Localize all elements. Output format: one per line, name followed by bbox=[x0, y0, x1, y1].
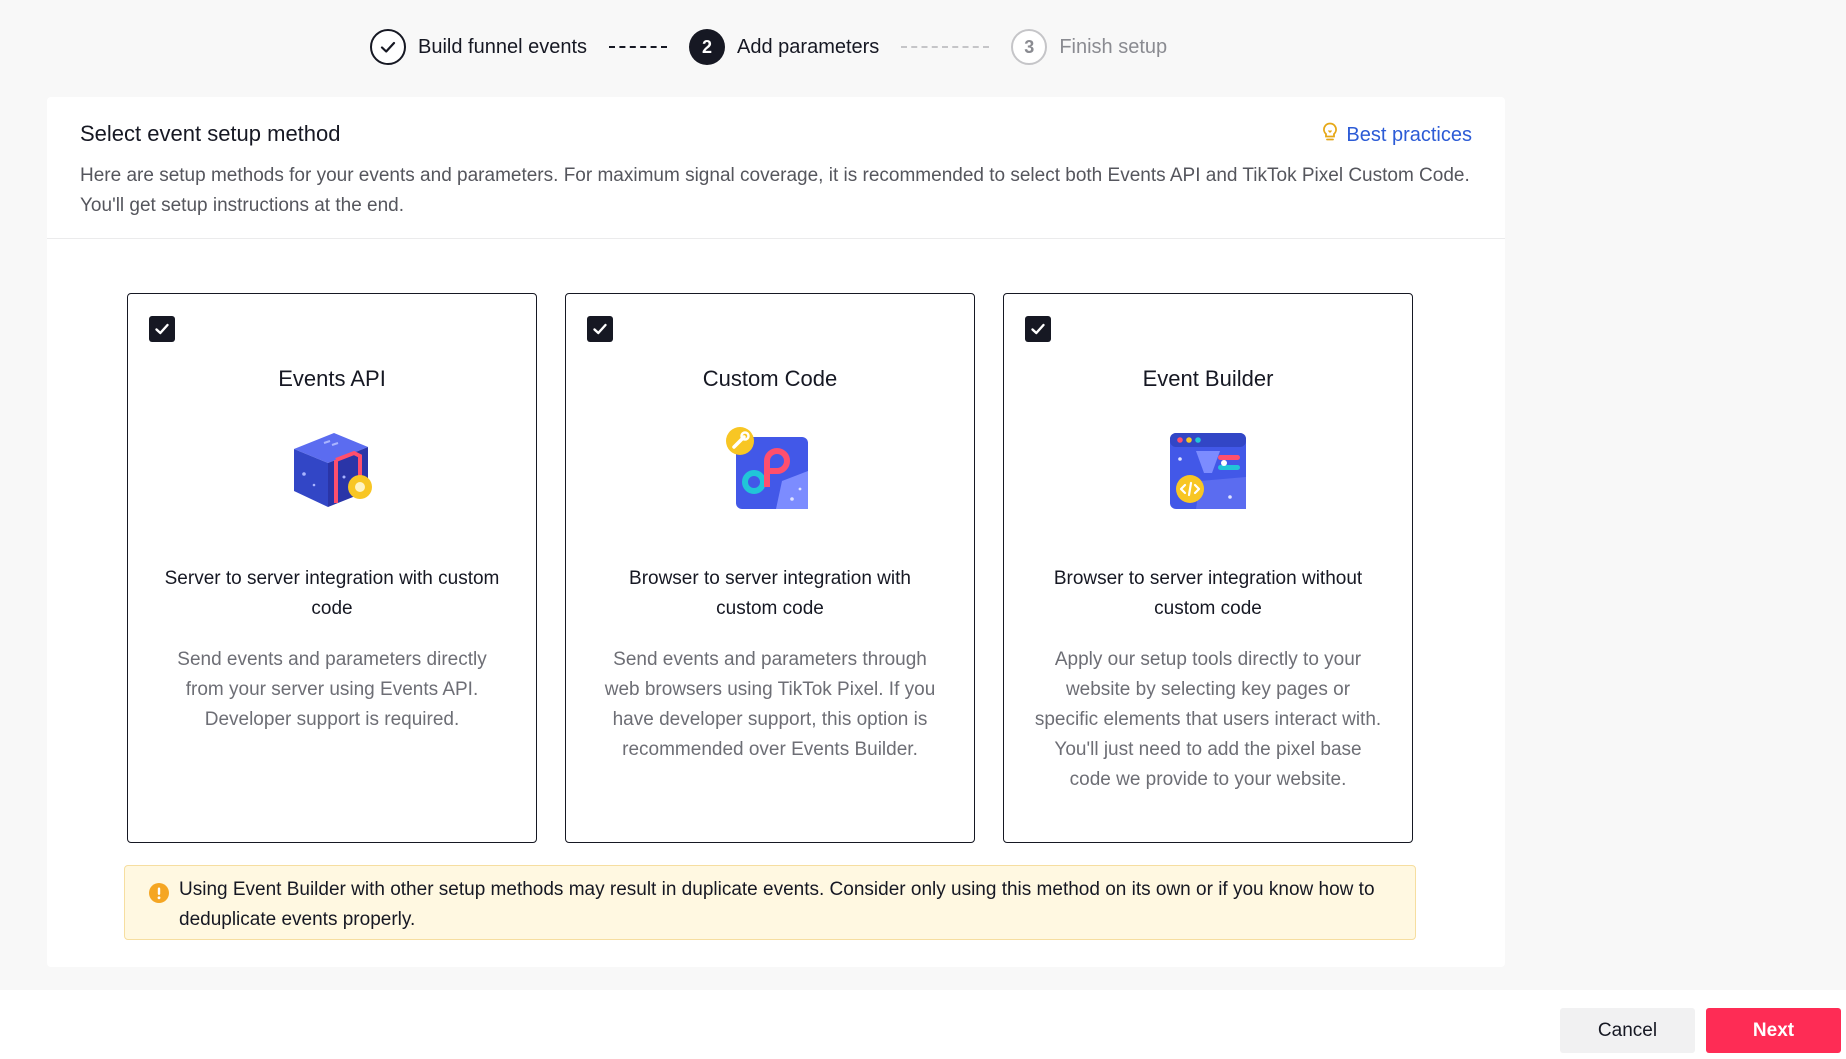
card-events-api[interactable] bbox=[127, 293, 537, 843]
card-description: Send events and parameters through web browsers using TikTok Pixel. If you have developer support, this option is recommended over Events Builder. bbox=[604, 649, 936, 760]
card-subtitle: Browser to server integration with custom code bbox=[629, 568, 911, 619]
step-add-parameters bbox=[689, 29, 879, 65]
card-custom-code[interactable] bbox=[565, 293, 975, 843]
setup-method-panel bbox=[47, 97, 1505, 967]
card-event-builder[interactable] bbox=[1003, 293, 1413, 843]
step-finish-setup bbox=[1011, 29, 1167, 65]
checkmark-icon bbox=[153, 320, 171, 338]
step-label: Finish setup bbox=[1059, 35, 1168, 58]
checkmark-icon bbox=[591, 320, 609, 338]
step-number: 2 bbox=[689, 29, 725, 65]
best-practices-link[interactable] bbox=[1322, 122, 1472, 148]
step-build-funnel-events bbox=[370, 29, 587, 65]
cube-server-icon bbox=[284, 419, 380, 515]
checkmark-icon bbox=[1029, 320, 1047, 338]
pixel-code-icon bbox=[722, 419, 818, 515]
card-title: Custom Code bbox=[702, 366, 838, 391]
footer-bar bbox=[0, 990, 1846, 1059]
warning-text: Using Event Builder with other setup methods may result in duplicate events. Consider only using this method on its own or if you know how to deduplicate events properly. bbox=[179, 879, 1375, 930]
step-connector bbox=[609, 46, 667, 48]
step-label: Add parameters bbox=[737, 35, 880, 58]
events-api-checkbox[interactable] bbox=[149, 316, 175, 342]
browser-builder-icon bbox=[1160, 419, 1256, 515]
setup-method-cards bbox=[127, 293, 1413, 843]
panel-description: Here are setup methods for your events and parameters. For maximum signal coverage, it is recommended to select both Events API and TikTok Pixel Custom Code. You'll get setup instructions at the end. bbox=[80, 165, 1470, 216]
card-title: Event Builder bbox=[1142, 366, 1274, 391]
event-builder-checkbox[interactable] bbox=[1025, 316, 1051, 342]
panel-title: Select event setup method bbox=[80, 121, 341, 146]
step-number: 3 bbox=[1011, 29, 1047, 65]
card-subtitle: Browser to server integration without custom code bbox=[1053, 568, 1363, 619]
card-description: Send events and parameters directly from your server using Events API. Developer support is required. bbox=[177, 649, 487, 730]
step-complete-check-icon bbox=[370, 29, 406, 65]
best-practices-label: Best practices bbox=[1346, 123, 1472, 146]
setup-stepper bbox=[370, 28, 1167, 66]
lightbulb-icon bbox=[1322, 122, 1338, 148]
cancel-button[interactable]: Cancel bbox=[1560, 1008, 1695, 1053]
step-connector bbox=[901, 46, 989, 48]
panel-header bbox=[47, 97, 1505, 239]
step-label: Build funnel events bbox=[418, 35, 588, 58]
duplicate-events-warning bbox=[124, 865, 1416, 940]
card-description: Apply our setup tools directly to your website by selecting key pages or specific elements that users interact with. You'll just need to add the pixel base code we provide to your website. bbox=[1034, 649, 1382, 790]
card-title: Events API bbox=[278, 366, 386, 391]
next-button[interactable]: Next bbox=[1706, 1008, 1841, 1053]
warning-icon bbox=[149, 883, 169, 903]
custom-code-checkbox[interactable] bbox=[587, 316, 613, 342]
card-subtitle: Server to server integration with custom code bbox=[164, 568, 500, 619]
